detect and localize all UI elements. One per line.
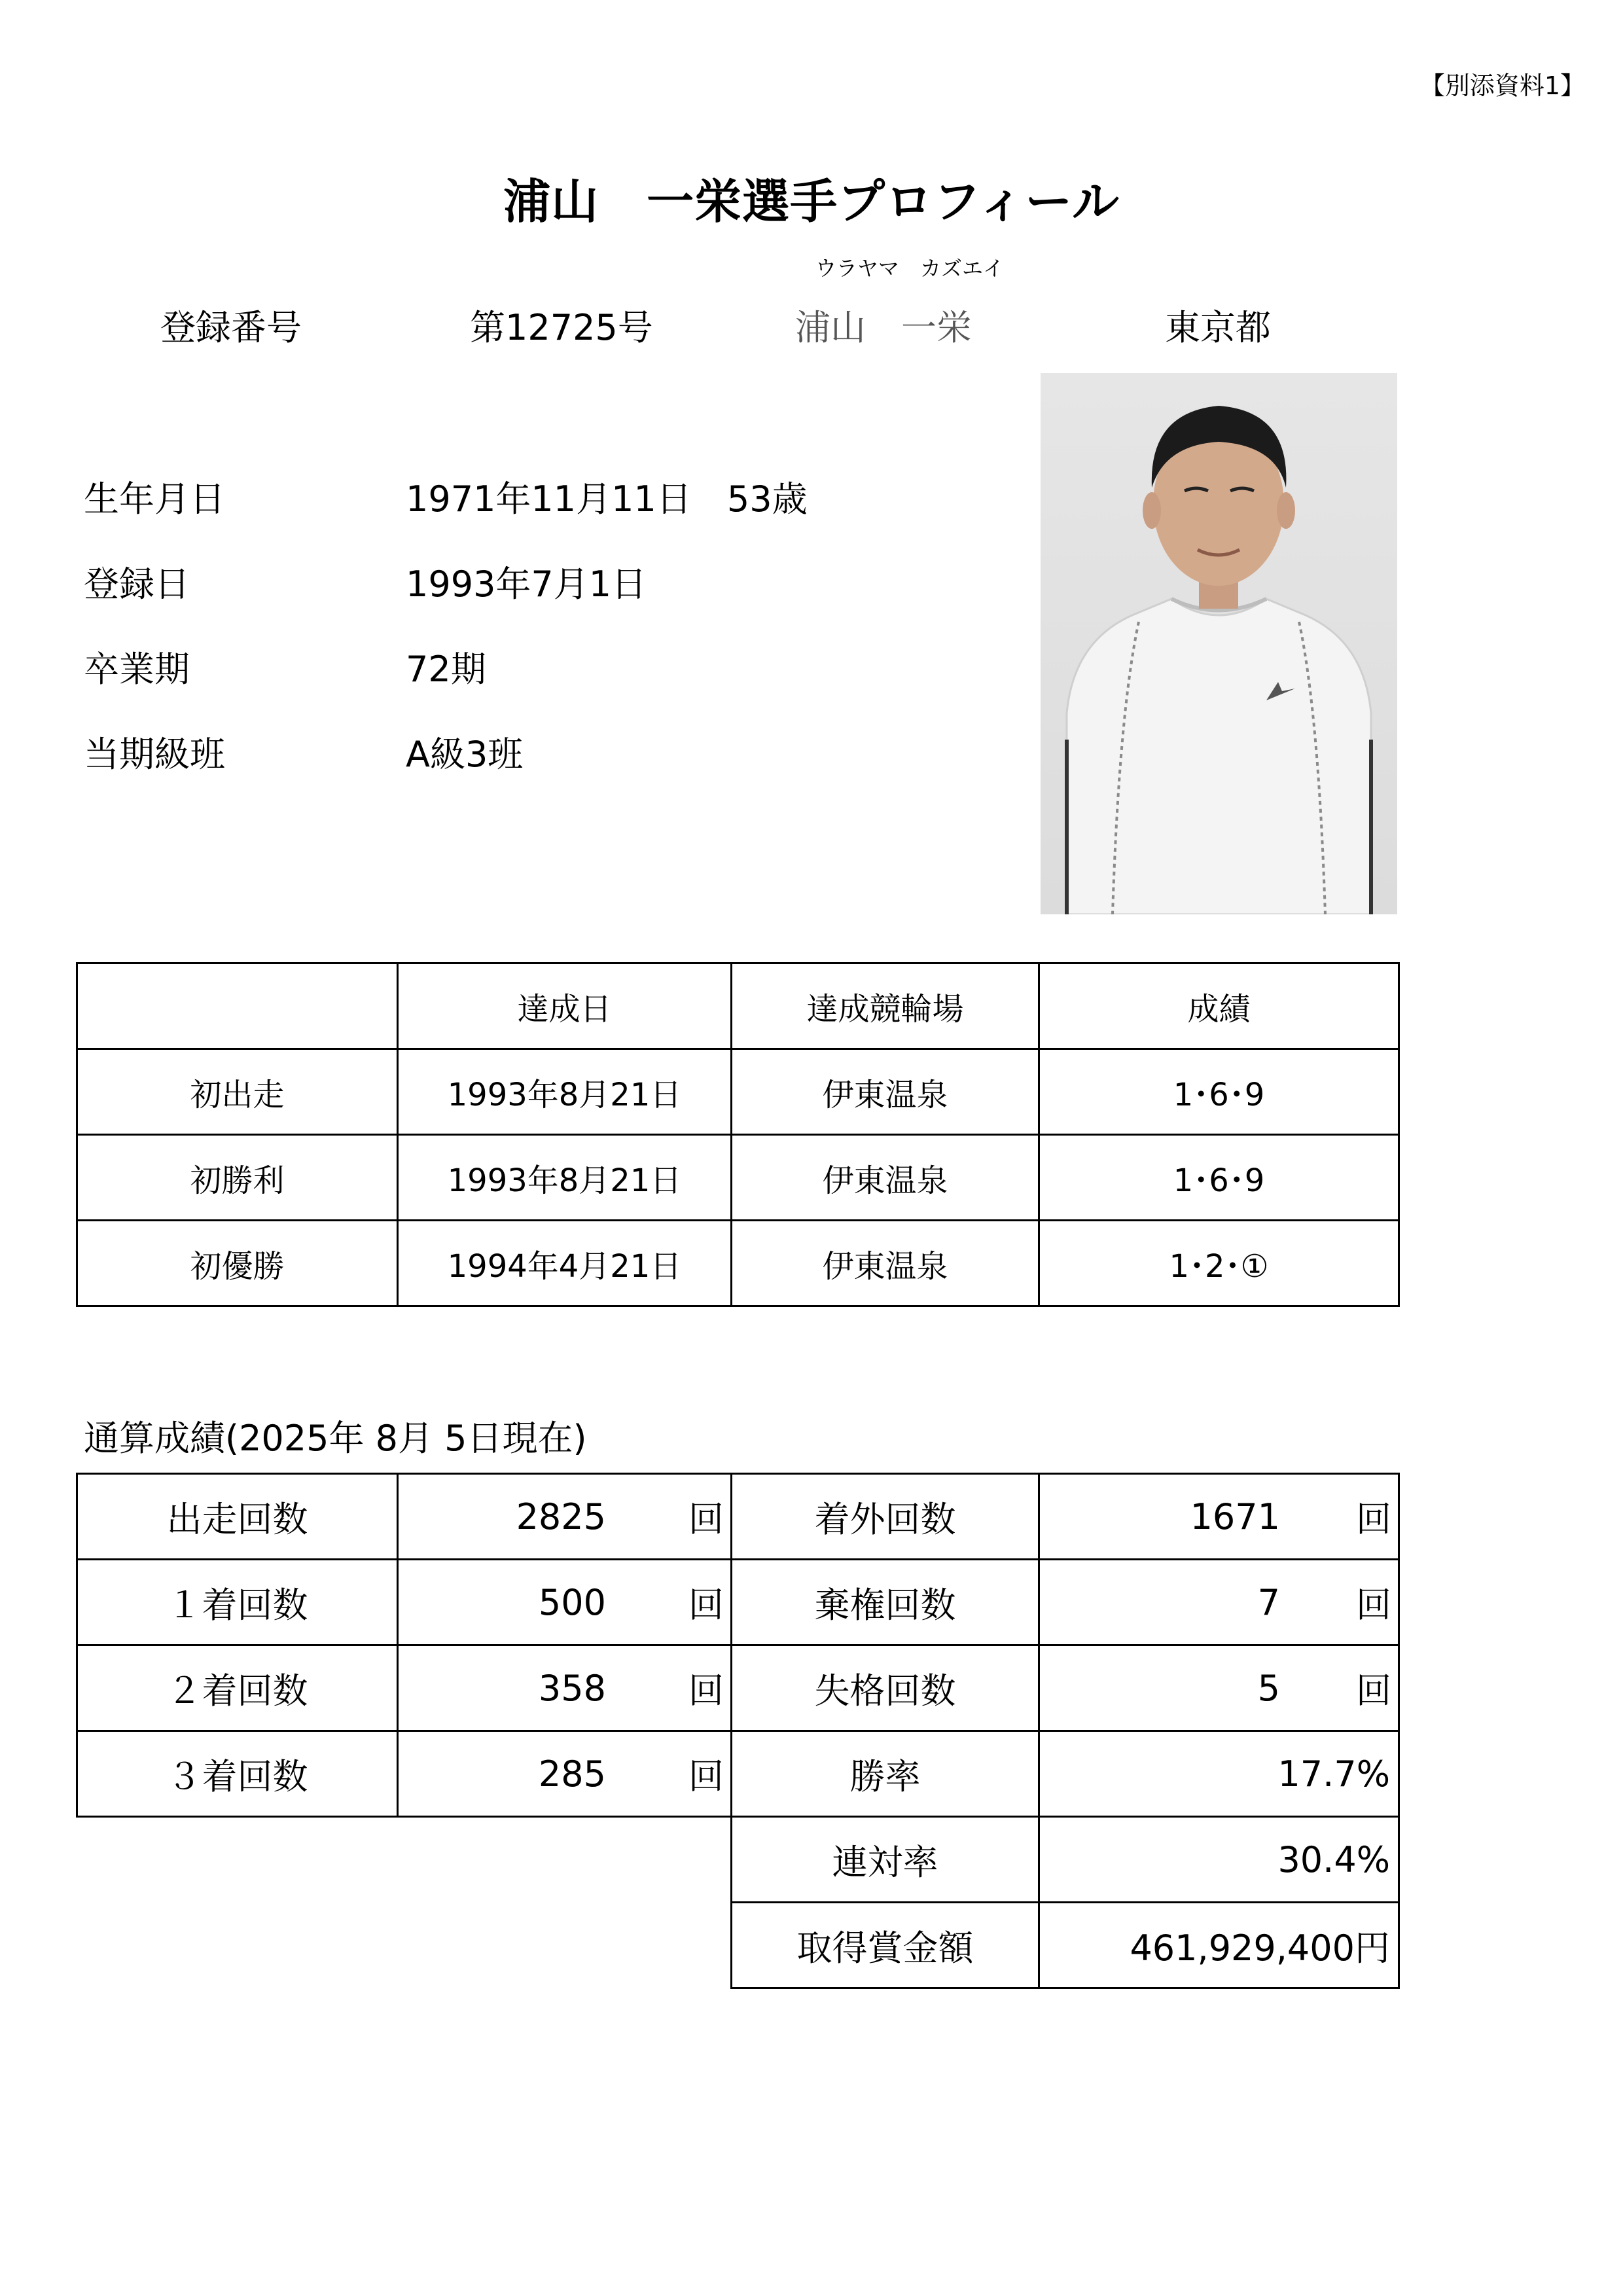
unit-label: 回 xyxy=(688,1670,724,1712)
milestone-label: 初優勝 xyxy=(77,1221,398,1306)
milestone-result: 1･2･① xyxy=(1039,1221,1399,1306)
milestone-venue: 伊東温泉 xyxy=(732,1049,1039,1135)
cumulative-table xyxy=(76,1473,1400,1989)
milestone-result: 1･6･9 xyxy=(1039,1049,1399,1135)
withdrawal-cell xyxy=(1039,1560,1399,1645)
withdrawal-label: 棄権回数 xyxy=(732,1560,1039,1645)
header-cell-venue: 達成競輪場 xyxy=(732,963,1039,1049)
graduation-term-value: 72期 xyxy=(406,649,486,690)
win-rate-label: 勝率 xyxy=(732,1731,1039,1817)
prize-label: 取得賞金額 xyxy=(732,1903,1039,1988)
unplaced-label: 着外回数 xyxy=(732,1474,1039,1560)
disqualification-cell xyxy=(1039,1645,1399,1731)
rider-name: 浦山 一栄 xyxy=(795,307,972,348)
birthdate-value: 1971年11月11日 53歳 xyxy=(406,478,808,520)
starts-label: 出走回数 xyxy=(77,1474,398,1560)
starts-cell xyxy=(398,1474,732,1560)
birthdate-label: 生年月日 xyxy=(84,478,225,520)
empty-cell xyxy=(77,1817,398,1903)
unplaced-cell xyxy=(1039,1474,1399,1560)
table-row xyxy=(77,1221,1399,1306)
table-row xyxy=(77,1560,1399,1645)
withdrawal-value: 7 xyxy=(1257,1581,1280,1623)
name-furigana: ウラヤマ カズエイ xyxy=(815,256,1004,281)
unit-label: 回 xyxy=(1356,1584,1391,1626)
milestone-date: 1994年4月21日 xyxy=(398,1221,732,1306)
second-place-value: 358 xyxy=(538,1667,606,1709)
third-place-value: 285 xyxy=(538,1753,606,1795)
document-label: 【別添資料1】 xyxy=(1419,71,1585,100)
top2-rate-label: 連対率 xyxy=(732,1817,1039,1903)
table-row xyxy=(77,1903,1399,1988)
page-title: 浦山 一栄選手プロフィール xyxy=(503,174,1120,229)
empty-cell xyxy=(77,1903,398,1988)
second-place-label: ２着回数 xyxy=(77,1645,398,1731)
header-cell-result: 成績 xyxy=(1039,963,1399,1049)
first-place-label: １着回数 xyxy=(77,1560,398,1645)
class-value: A級3班 xyxy=(406,734,524,775)
unit-label: 回 xyxy=(1356,1498,1391,1540)
milestone-date: 1993年8月21日 xyxy=(398,1135,732,1221)
milestones-table xyxy=(76,962,1400,1307)
win-rate-value: 17.7% xyxy=(1039,1731,1399,1817)
portrait-illustration xyxy=(1041,373,1397,914)
table-header-row xyxy=(77,963,1399,1049)
disqualification-value: 5 xyxy=(1257,1667,1280,1709)
prize-value: 461,929,400円 xyxy=(1039,1903,1399,1988)
table-row xyxy=(77,1817,1399,1903)
table-row xyxy=(77,1049,1399,1135)
disqualification-label: 失格回数 xyxy=(732,1645,1039,1731)
registration-label: 登録番号 xyxy=(160,307,302,348)
prefecture: 東京都 xyxy=(1165,307,1271,348)
table-row xyxy=(77,1645,1399,1731)
empty-cell xyxy=(398,1817,732,1903)
second-place-cell xyxy=(398,1645,732,1731)
class-label: 当期級班 xyxy=(84,734,225,775)
cumulative-title: 通算成績(2025年 8月 5日現在) xyxy=(84,1418,587,1459)
unit-label: 回 xyxy=(688,1584,724,1626)
third-place-label: ３着回数 xyxy=(77,1731,398,1817)
unplaced-value: 1671 xyxy=(1190,1496,1280,1537)
top2-rate-value: 30.4% xyxy=(1039,1817,1399,1903)
registration-number: 第12725号 xyxy=(470,307,653,348)
header-cell-empty xyxy=(77,963,398,1049)
registration-date-label: 登録日 xyxy=(84,564,190,605)
unit-label: 回 xyxy=(1356,1670,1391,1712)
header-cell-date: 達成日 xyxy=(398,963,732,1049)
graduation-term-label: 卒業期 xyxy=(84,649,190,690)
milestone-label: 初出走 xyxy=(77,1049,398,1135)
table-row xyxy=(77,1474,1399,1560)
registration-date-value: 1993年7月1日 xyxy=(406,564,647,605)
milestone-venue: 伊東温泉 xyxy=(732,1221,1039,1306)
empty-cell xyxy=(398,1903,732,1988)
first-place-cell xyxy=(398,1560,732,1645)
first-place-value: 500 xyxy=(538,1581,606,1623)
milestone-venue: 伊東温泉 xyxy=(732,1135,1039,1221)
milestone-label: 初勝利 xyxy=(77,1135,398,1221)
milestone-result: 1･6･9 xyxy=(1039,1135,1399,1221)
third-place-cell xyxy=(398,1731,732,1817)
table-row xyxy=(77,1731,1399,1817)
starts-value: 2825 xyxy=(516,1496,606,1537)
rider-photo xyxy=(1041,373,1397,914)
table-row xyxy=(77,1135,1399,1221)
unit-label: 回 xyxy=(688,1498,724,1540)
milestone-date: 1993年8月21日 xyxy=(398,1049,732,1135)
unit-label: 回 xyxy=(688,1755,724,1797)
